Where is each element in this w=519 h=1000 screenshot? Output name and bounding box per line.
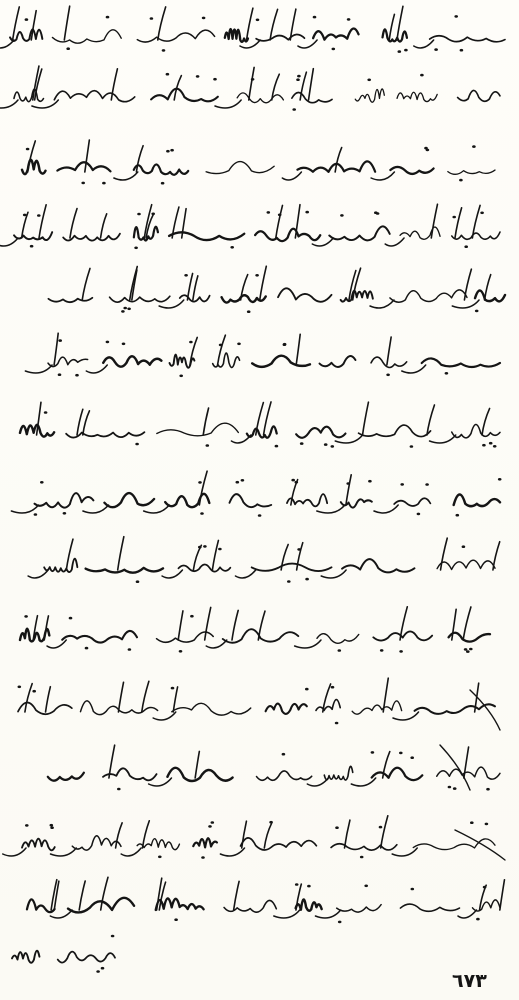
page-number: ٦٧٣ [452, 970, 487, 992]
